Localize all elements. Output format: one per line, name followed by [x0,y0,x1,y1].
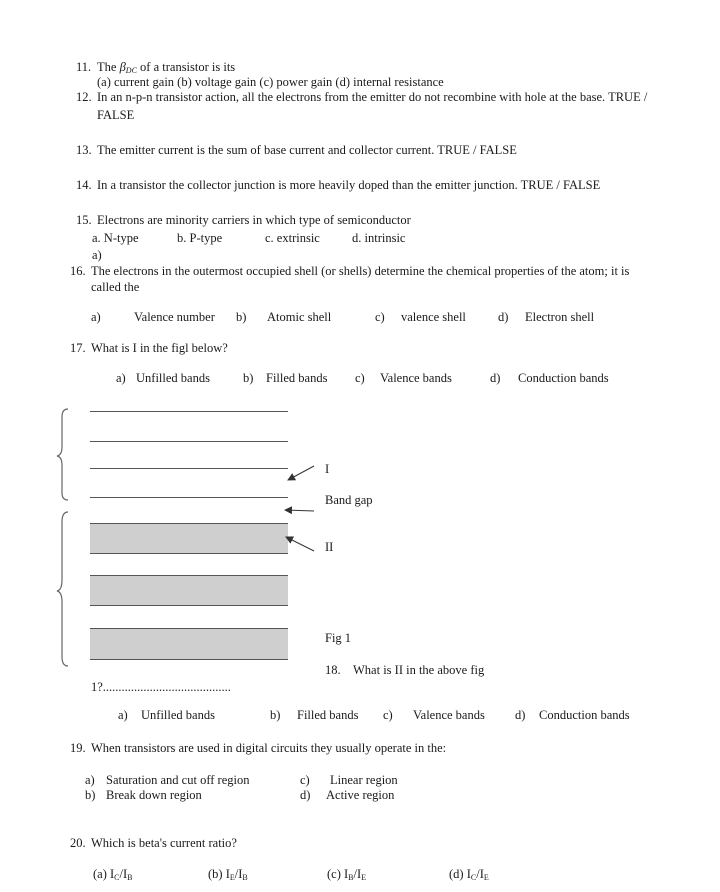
q15-answer: a) [92,248,102,262]
q19-option-d-label: d) [300,788,311,802]
arrow-II [286,537,314,551]
q19-option-d-text: Active region [326,788,395,802]
q17-option-c-label: c) [355,371,365,385]
q18-option-d-label: d) [515,708,526,722]
q20-number: 20. [70,836,86,850]
q18-option-a-label: a) [118,708,128,722]
arrow-band-gap [285,510,314,511]
q11-number: 11. [76,60,92,74]
q20-option-b: (b) $I_E/I_B$ [208,867,248,882]
beta-symbol: β [119,60,126,74]
figure-label-II: II [325,540,334,554]
q18-option-d-text: Conduction bands [539,708,630,722]
upper-brace [57,409,68,500]
q18-option-b-label: b) [270,708,281,722]
q20-option-d: (d) $I_C/I_E$ [449,867,489,882]
q16-option-a-text: Valence number [134,310,215,324]
q11-post: of a transistor is its [136,60,236,74]
q19-question: When transistors are used in digital circuits they usually operate in the: [91,741,447,755]
q15-number: 15. [76,213,92,227]
q19-option-c-text: Linear region [330,773,398,787]
q16-option-c-text: valence shell [401,310,466,324]
q13-number: 13. [76,143,92,157]
q19-option-b-label: b) [85,788,96,802]
q16-option-d-label: d) [498,310,509,324]
q19-number: 19. [70,741,86,755]
q18-option-c-text: Valence bands [413,708,485,722]
q19-option-a-text: Saturation and cut off region [106,773,250,787]
q12-question-line1: In an n-p-n transistor action, all the electrons from the emitter do not recombine with hole at the base. TRUE / [97,90,648,104]
q16-option-d-text: Electron shell [525,310,595,324]
beta-subscript: DC [125,66,137,75]
q16-option-a-label: a) [91,310,101,324]
q11-options: (a) current gain (b) voltage gain (c) power gain (d) internal resistance [97,75,444,89]
q16-option-b-label: b) [236,310,247,324]
q15-option-d: d. intrinsic [352,231,406,245]
arrow-I [288,466,314,480]
q18-option-b-text: Filled bands [297,708,359,722]
q20-option-c: (c) $I_B/I_E$ [327,867,367,882]
q19-option-c-label: c) [300,773,310,787]
q12-number: 12. [76,90,92,104]
figure-label-band-gap: Band gap [325,493,373,507]
q15-option-b: b. P-type [177,231,223,245]
q11-pre: The [97,60,120,74]
figure-label-I: I [325,462,330,476]
q18-option-a-text: Unfilled bands [141,708,215,722]
q16-question-line1: The electrons in the outermost occupied shell (or shells) determine the chemical properties of the atom; it is [91,264,630,278]
q17-option-d-text: Conduction bands [518,371,609,385]
q17-option-a-text: Unfilled bands [136,371,210,385]
q12-question-line2: FALSE [97,108,135,122]
q20-question: Which is beta's current ratio? [91,836,237,850]
q17-number: 17. [70,341,86,355]
q20-option-a: (a) $I_C/I_B$ [93,867,133,882]
q17-option-c-text: Valence bands [380,371,452,385]
q16-question-line2: called the [91,280,140,294]
q15-option-c: c. extrinsic [265,231,320,245]
q17-option-b-text: Filled bands [266,371,328,385]
q17-option-b-label: b) [243,371,254,385]
q18-question: What is II in the above fig [353,663,485,677]
q14-number: 14. [76,178,92,192]
q15-question: Electrons are minority carriers in which type of semiconductor [97,213,411,227]
q13-question: The emitter current is the sum of base current and collector current. TRUE / FALSE [97,143,517,157]
q17-option-d-label: d) [490,371,501,385]
q19-option-a-label: a) [85,773,95,787]
q18-question-cont: 1?......................................... [91,680,231,694]
q18-number: 18. [325,663,341,677]
lower-brace [57,512,68,666]
q14-question: In a transistor the collector junction is more heavily doped than the emitter junction. TRUE / FALSE [97,178,601,192]
q18-option-c-label: c) [383,708,393,722]
q16-option-b-text: Atomic shell [267,310,332,324]
q19-option-b-text: Break down region [106,788,202,802]
q17-question: What is I in the figl below? [91,341,228,355]
figure-caption: Fig 1 [325,631,352,645]
q16-option-c-label: c) [375,310,385,324]
q17-option-a-label: a) [116,371,126,385]
q16-number: 16. [70,264,86,278]
q15-option-a: a. N-type [92,231,139,245]
